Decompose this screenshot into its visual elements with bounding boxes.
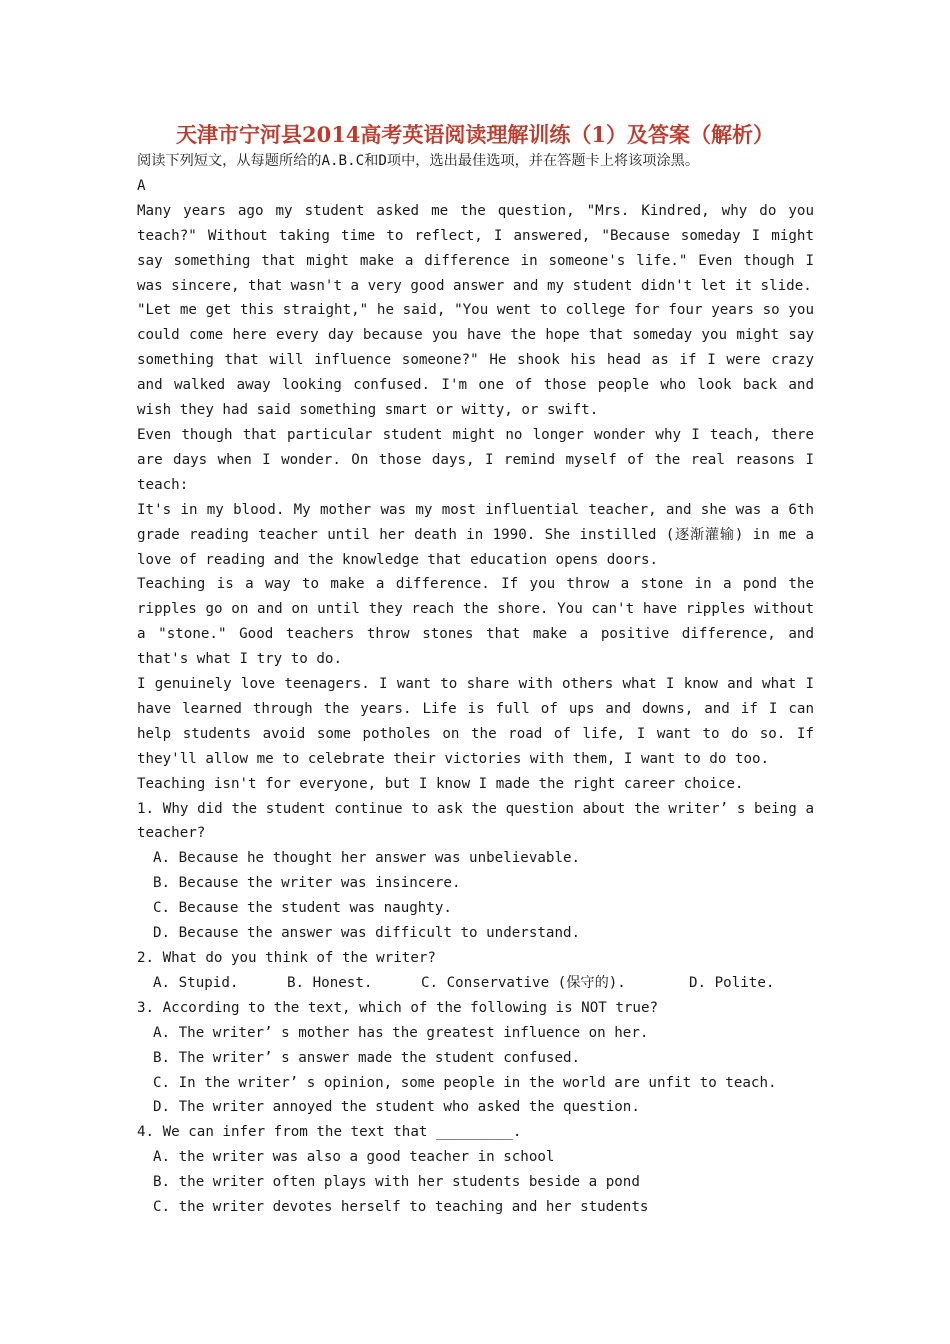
option-c: C. Because the student was naughty. (153, 900, 452, 917)
question-stem: 1. Why did the student continue to ask the question about the writer’ s being a teacher? (137, 800, 814, 842)
option-d: D. The writer annoyed the student who asked the question. (153, 1099, 640, 1116)
question-stem: 2. What do you think of the writer? (137, 950, 436, 966)
document-title: 天津市宁河县2014高考英语阅读理解训练（1）及答案（解析） (175, 122, 775, 147)
section-label: A (137, 177, 146, 194)
passage-paragraph: It's in my blood. My mother was my most influential teacher, and she was a 6th grade reading teacher until her death in 1990. She instilled (逐渐灌输) in me a love of reading and the knowledge that education opens doors. (137, 501, 814, 568)
passage-paragraph: Many years ago my student asked me the question, "Mrs. Kindred, why do you teach?" Without taking time to reflect, I answered, "Because someday I might say something that might make a difference in someone's life." Even though I was sincere, that wasn't a very good answer and my student didn't let it slide. (137, 202, 814, 294)
option-b: B. The writer’ s answer made the student confused. (153, 1049, 581, 1066)
option-a: A. the writer was also a good teacher in school (153, 1149, 555, 1166)
passage-paragraph: "Let me get this straight," he said, "You went to college for four years so you could come here every day because you have the hope that someday you might say something that will influence someone?" He shook his head as if I were crazy and walked away looking confused. I'm one of those people who look back and wish they had said something smart or witty, or swift. (137, 302, 814, 419)
document-body (137, 149, 814, 1220)
option-a: A. The writer’ s mother has the greatest influence on her. (153, 1024, 649, 1041)
passage-paragraph: Teaching is a way to make a difference. If you throw a stone in a pond the ripples go on and on until they reach the shore. You can't have ripples without a "stone." Good teachers throw stones that make a positive difference, and that's what I try to do. (137, 576, 814, 668)
question-3 (137, 996, 814, 1121)
option-a: A. Because he thought her answer was unbelievable. (153, 850, 581, 867)
option-c: C. In the writer’ s opinion, some people in the world are unfit to teach. (153, 1074, 777, 1091)
option-b: B. the writer often plays with her students beside a pond (153, 1174, 640, 1191)
question-4 (137, 1120, 814, 1220)
option-d: D. Polite. (689, 974, 775, 991)
instruction-text: 阅读下列短文，从每题所给的A.B.C和D项中，选出最佳选项，并在答题卡上将该项涂黑。 (137, 153, 700, 169)
option-b: B. Because the writer was insincere. (153, 875, 461, 892)
question-1 (137, 797, 814, 946)
passage-paragraph: I genuinely love teenagers. I want to share with others what I know and what I have learned through the years. Life is full of ups and downs, and if I can help students avoid some potholes on the road of life, I want to do so. If they'll allow me to celebrate their victories with them, I want to do too. (137, 676, 814, 767)
option-d: D. Because the answer was difficult to understand. (153, 925, 581, 942)
question-stem: 4. We can infer from the text that _________. (137, 1124, 522, 1141)
question-stem: 3. According to the text, which of the following is NOT true? (137, 999, 659, 1016)
passage-paragraph: Teaching isn't for everyone, but I know I made the right career choice. (137, 775, 744, 792)
options-row (153, 971, 814, 996)
passage-paragraph: Even though that particular student might no longer wonder why I teach, there are days when I wonder. On those days, I remind myself of the real reasons I teach: (137, 426, 814, 493)
question-2 (137, 946, 814, 996)
option-a: A. Stupid. (153, 974, 239, 991)
option-c: C. Conservative (保守的). (421, 974, 626, 991)
option-c: C. the writer devotes herself to teaching and her students (153, 1199, 649, 1216)
option-b: B. Honest. (287, 974, 373, 991)
